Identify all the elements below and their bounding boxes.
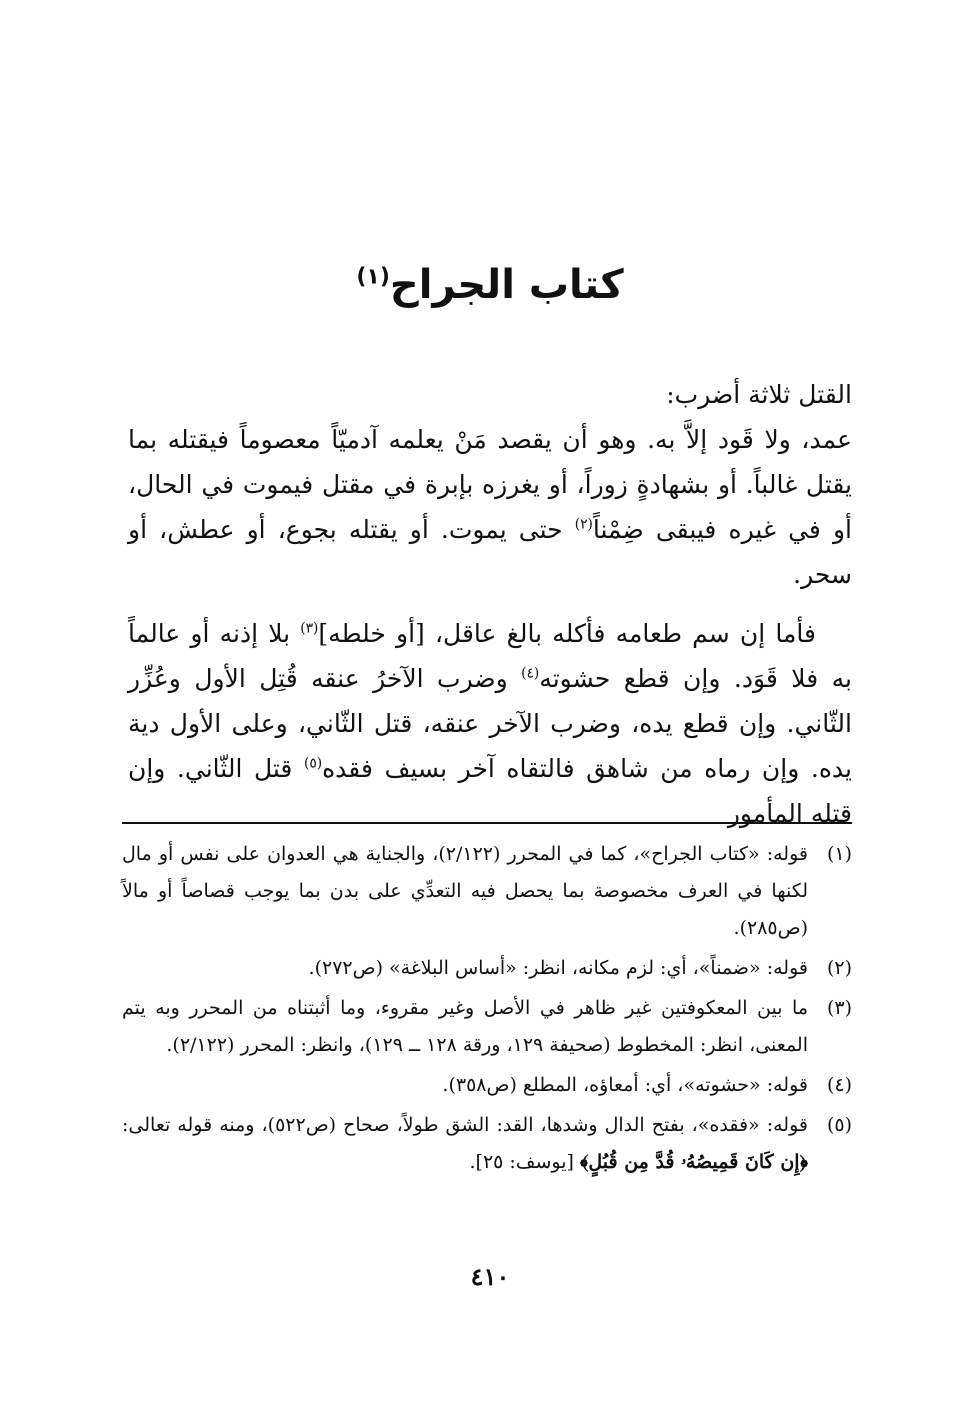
footnote-ref-2: (٢): [574, 516, 593, 533]
footnote-ref-4: (٤): [521, 665, 540, 682]
footnote-number: (٤): [826, 1074, 852, 1096]
footnote-number: (١): [826, 843, 852, 865]
footnote-4: [122, 1067, 852, 1104]
footnote-text-a: قوله: «فقده»، بفتح الدال وشدها، القد: الشق طولاً، صحاح (ص٥٢٢)، ومنه قوله تعالى:: [122, 1114, 808, 1136]
footnote-ref-3: (٣): [300, 620, 319, 637]
quran-verse: ﴿إِن كَانَ قَمِيصُهُۥ قُدَّ مِن قُبُلٍ﴾: [579, 1151, 808, 1173]
amd-text: عمد، ولا قَود إلاَّ به. وهو أن يقصد مَنْ يعلمه آدميّاً معصوماً فيقتله بما يقتل غالباً. أو بشهادةٍ زوراً، أو يغرزه بإبرة في مقتل فيموت في الحال، أو في غيره فيبقى ضِمْناً: [128, 425, 852, 544]
footnote-ref-5: (٥): [303, 755, 323, 772]
footnote-text-b: [يوسف: ٢٥].: [469, 1151, 580, 1173]
footnote-divider: [122, 822, 852, 824]
footnote-ref-1: (١): [356, 264, 390, 290]
paragraph-amd: [128, 417, 852, 597]
footnote-2: [122, 950, 852, 987]
footnote-5: [122, 1107, 852, 1181]
chapter-title-text: كتاب الجراح: [389, 261, 624, 308]
poison-text-cont3: قتل الثّاني. وإن قتله المأمور: [128, 754, 852, 828]
footnote-number: (٢): [826, 957, 852, 979]
footnote-text: [122, 1107, 808, 1181]
chapter-title: [0, 255, 980, 315]
footnote-text: ما بين المعكوفتين غير ظاهر في الأصل وغير مقروء، وما أثبتناه من المحرر وبه يتم المعنى، انظر: المخطوط (صحيفة ١٢٩، ورقة ١٢٨ ــ ١٢٩)، وانظر: المحرر (٢/١٢٢).: [122, 997, 808, 1056]
footnote-text: قوله: «كتاب الجراح»، كما في المحرر (٢/١٢٢)، والجناية هي العدوان على نفس أو مال لكنها في العرف مخصوصة بما يحصل فيه التعدِّي على بدن بما يوجب قصاصاً أو مالاً (ص٢٨٥).: [122, 843, 808, 939]
footnote-3: [122, 990, 852, 1064]
intro-line: القتل ثلاثة أضرب:: [666, 380, 852, 409]
page-number: ٤١٠: [470, 1262, 510, 1291]
main-text: [128, 372, 852, 836]
paragraph-poison: [128, 611, 852, 836]
amd-text-cont: حتى يموت. أو يقتله بجوع، أو عطش، أو سحر.: [128, 515, 852, 589]
paragraph-intro: [128, 372, 852, 417]
footnote-number: (٣): [826, 997, 852, 1019]
poison-text-cont: بلا إذنه أو عالماً به فلا قَوَد. وإن قطع حشوته: [128, 619, 853, 693]
footnote-text: قوله: «حشوته»، أي: أمعاؤه، المطلع (ص٣٥٨).: [442, 1074, 808, 1096]
footnotes: [122, 836, 852, 1184]
footnote-number: (٥): [826, 1114, 852, 1136]
poison-text-cont2: وضرب الآخرُ عنقه قُتِل الأول وعُزِّر الثّاني. وإن قطع يده، وضرب الآخر عنقه، قتل الثّاني، وعلى الأول دية يده. وإن رماه من شاهق فالتقاه آخر بسيف فقده: [128, 664, 852, 783]
footnote-1: [122, 836, 852, 947]
footnote-text: قوله: «ضمناً»، أي: لزم مكانه، انظر: «أساس البلاغة» (ص٢٧٢).: [308, 957, 808, 979]
poison-text: فأما إن سم طعامه فأكله بالغ عاقل، [أو خلطه]: [318, 619, 816, 648]
